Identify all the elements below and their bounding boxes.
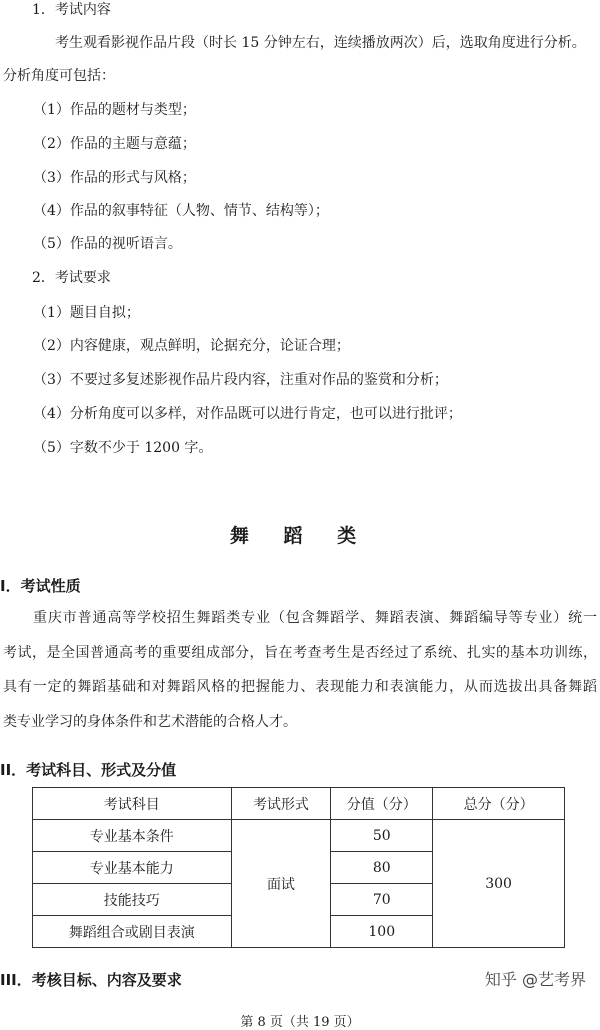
list-item: （4）作品的叙事特征（人物、情节、结构等）；	[33, 203, 329, 219]
part3-heading: III．考核目标、内容及要求	[0, 971, 182, 989]
part1-heading: I．考试性质	[0, 577, 81, 595]
table-header-row	[33, 788, 565, 820]
table-cell-total: 300	[433, 820, 565, 948]
watermark-text: 知乎 @艺考界	[484, 970, 586, 989]
part2-heading: II．考试科目、形式及分值	[0, 761, 177, 779]
list-item: （2）内容健康，观点鲜明，论据充分，论证合理；	[33, 338, 350, 354]
list-item: （3）作品的形式与风格；	[33, 170, 196, 186]
table-cell-subject: 技能技巧	[33, 884, 232, 916]
dance-section-title: 舞 蹈 类	[229, 525, 371, 547]
table-cell-form: 面试	[231, 820, 331, 948]
exam-subjects-table	[32, 787, 565, 948]
paragraph-line: 具有一定的舞蹈基础和对舞蹈风格的把握能力、表现能力和表演能力，从而选拔出具备舞蹈	[3, 679, 597, 695]
table-cell-score: 80	[331, 852, 433, 884]
section-heading-content: 1．考试内容	[32, 2, 111, 18]
list-item: （5）作品的视听语言。	[33, 236, 182, 252]
list-item: （5）字数不少于 1200 字。	[33, 440, 213, 456]
table-cell-subject: 专业基本能力	[33, 852, 232, 884]
table-header-cell: 考试形式	[231, 788, 331, 820]
table-header-cell: 总分（分）	[433, 788, 565, 820]
table-header-cell: 考试科目	[33, 788, 232, 820]
intro-line-2: 分析角度可包括：	[3, 68, 115, 84]
list-item: （1）作品的题材与类型；	[33, 102, 196, 118]
table-row	[33, 820, 565, 852]
paragraph-line: 重庆市普通高等学校招生舞蹈类专业（包含舞蹈学、舞蹈表演、舞蹈编导等专业）统一	[33, 610, 597, 626]
page-footer: 第 8 页（共 19 页）	[240, 1015, 360, 1030]
list-item: （3）不要过多复述影视作品片段内容，注重对作品的鉴赏和分析；	[33, 372, 448, 388]
table-cell-subject: 专业基本条件	[33, 820, 232, 852]
section-heading-requirements: 2．考试要求	[32, 270, 111, 286]
list-item: （1）题目自拟；	[33, 305, 140, 321]
table-cell-subject: 舞蹈组合或剧目表演	[33, 916, 232, 948]
paragraph-line: 考试，是全国普通高考的重要组成部分，旨在考查考生是否经过了系统、扎实的基本功训练，	[3, 645, 597, 661]
table-cell-score: 50	[331, 820, 433, 852]
table-header-cell: 分值（分）	[331, 788, 433, 820]
intro-line-1: 考生观看影视作品片段（时长 15 分钟左右，连续播放两次）后，选取角度进行分析。	[55, 35, 586, 51]
paragraph-line: 类专业学习的身体条件和艺术潜能的合格人才。	[3, 714, 297, 730]
table-cell-score: 70	[331, 884, 433, 916]
list-item: （2）作品的主题与意蕴；	[33, 136, 196, 152]
list-item: （4）分析角度可以多样，对作品既可以进行肯定，也可以进行批评；	[33, 406, 462, 422]
table-cell-score: 100	[331, 916, 433, 948]
